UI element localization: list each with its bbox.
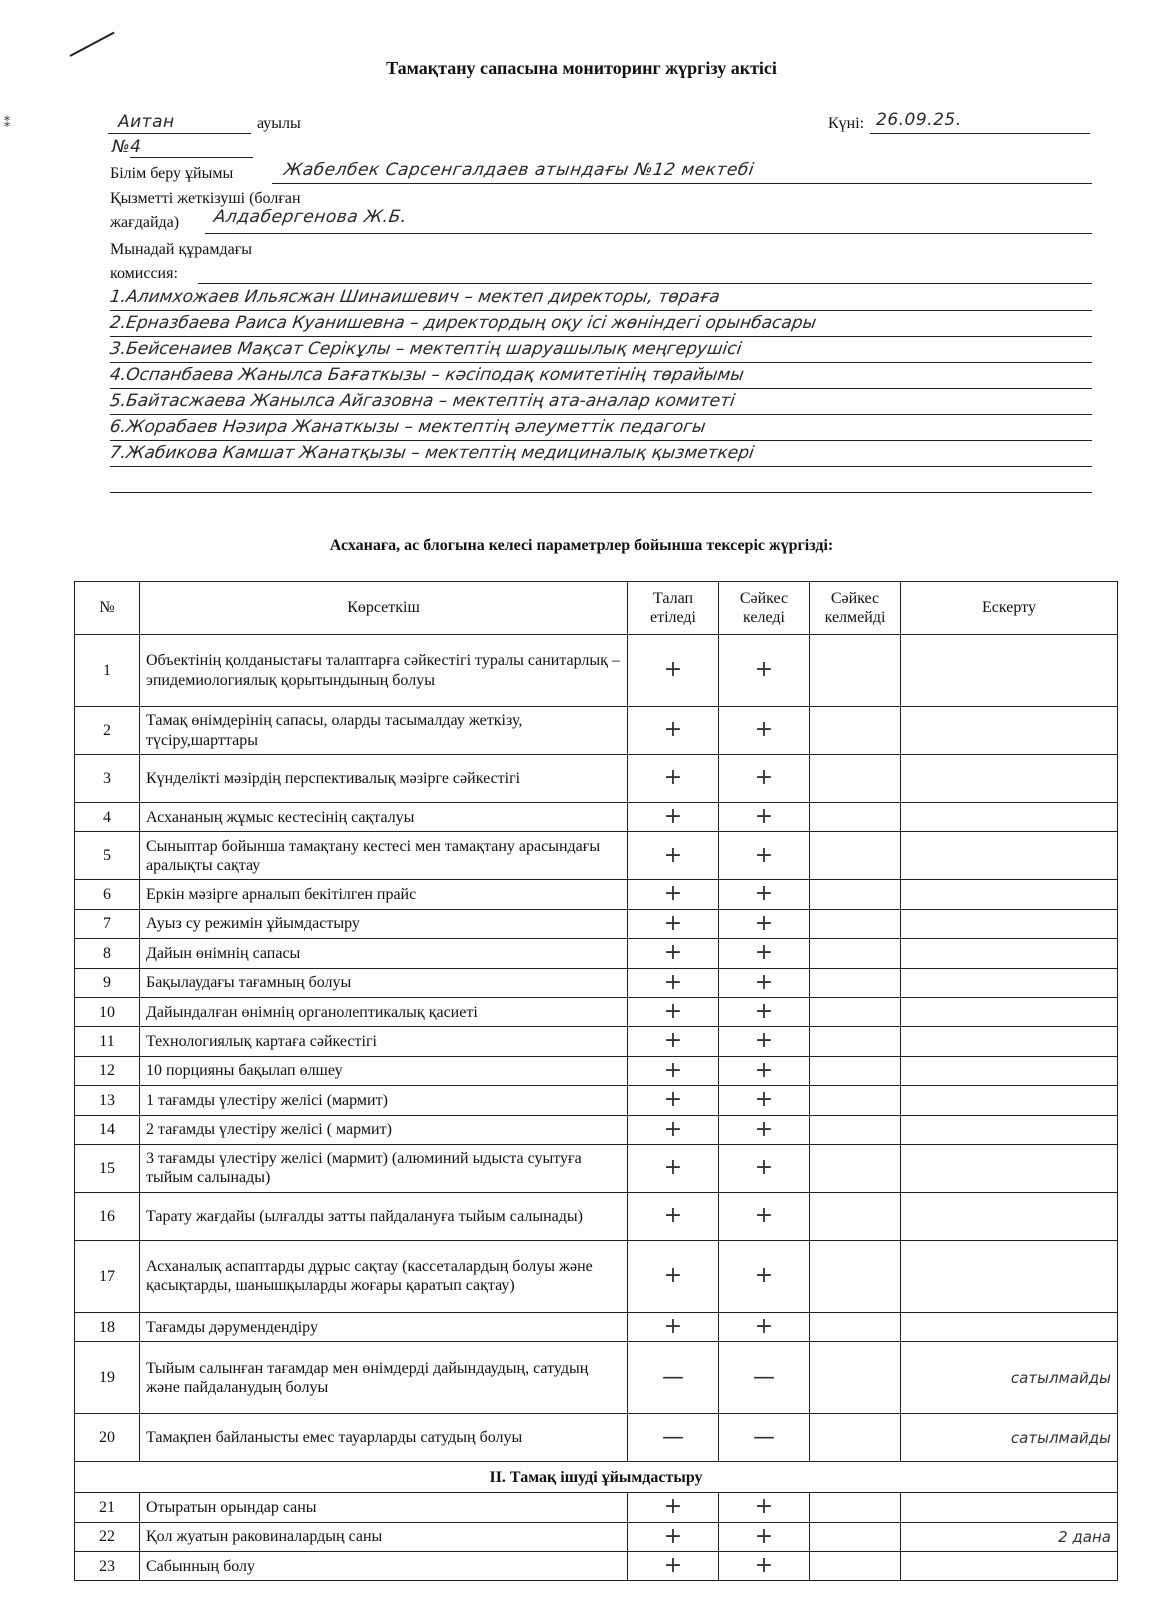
row-required-mark: + xyxy=(628,1144,719,1192)
row-indicator: Тамақ өнімдерінің сапасы, оларды тасымалдау жеткізу, түсіру,шарттары xyxy=(140,707,628,755)
row-note xyxy=(901,707,1118,755)
row-noncompliant-mark xyxy=(810,1342,901,1414)
row-number: 8 xyxy=(75,939,140,968)
row-indicator: Тағамды дәрумендендіру xyxy=(140,1312,628,1341)
row-indicator: Дайын өнімнің сапасы xyxy=(140,939,628,968)
row-note xyxy=(901,832,1118,880)
commission-member: 3.Бейсенаиев Мақсат Серікұлы – мектептің шаруашылық меңгерушісі xyxy=(108,339,743,359)
provider-value: Алдабергенова Ж.Б. xyxy=(212,207,409,227)
row-noncompliant-mark xyxy=(810,635,901,707)
org-underline xyxy=(272,183,1092,184)
table-header-row xyxy=(75,582,1118,635)
row-compliant-mark: + xyxy=(719,1552,810,1581)
date-underline xyxy=(870,133,1090,134)
row-noncompliant-mark xyxy=(810,1115,901,1144)
table-row xyxy=(75,1056,1118,1085)
table-row xyxy=(75,909,1118,938)
table-row xyxy=(75,880,1118,909)
aul-label: ауылы xyxy=(257,115,301,132)
table-body-part2 xyxy=(75,1493,1118,1581)
member-underline xyxy=(110,336,1092,337)
commission-member: 7.Жабикова Камшат Жанатқызы – мектептің медициналық қызметкері xyxy=(108,443,756,463)
row-number: 13 xyxy=(75,1086,140,1115)
row-required-mark: + xyxy=(628,1493,719,1522)
row-indicator: 10 порцияны бақылап өлшеу xyxy=(140,1056,628,1085)
row-compliant-mark: — xyxy=(719,1342,810,1414)
row-compliant-mark: + xyxy=(719,880,810,909)
row-indicator: Объектінің қолданыстағы талаптарға сәйкестігі туралы санитарлық – эпидемиологиялық қорытындының болуы xyxy=(140,635,628,707)
row-compliant-mark: + xyxy=(719,997,810,1026)
row-noncompliant-mark xyxy=(810,1312,901,1341)
row-required-mark: + xyxy=(628,755,719,803)
row-noncompliant-mark xyxy=(810,1056,901,1085)
table-section2 xyxy=(75,1462,1118,1493)
row-noncompliant-mark xyxy=(810,1192,901,1240)
row-required-mark: + xyxy=(628,1522,719,1551)
commission-label-line2: комиссия: xyxy=(110,265,178,282)
row-noncompliant-mark xyxy=(810,803,901,832)
row-indicator: Технологиялық картаға сәйкестігі xyxy=(140,1027,628,1056)
org-label: Білім беру ұйымы xyxy=(110,165,234,182)
member-underline xyxy=(110,388,1092,389)
pen-stroke-mark xyxy=(70,32,115,57)
row-note: сатылмайды xyxy=(901,1414,1118,1462)
row-required-mark: + xyxy=(628,997,719,1026)
row-number: 12 xyxy=(75,1056,140,1085)
row-noncompliant-mark xyxy=(810,755,901,803)
aul-underline xyxy=(108,133,251,134)
row-compliant-mark: + xyxy=(719,1493,810,1522)
row-indicator: 2 тағамды үлестіру желісі ( мармит) xyxy=(140,1115,628,1144)
col-header-indicator: Көрсеткіш xyxy=(140,582,628,635)
row-indicator: 3 тағамды үлестіру желісі (мармит) (алюминий ыдыста суытуға тыйым салынады) xyxy=(140,1144,628,1192)
row-indicator: Сыныптар бойынша тамақтану кестесі мен тамақтану арасындағы аралықты сақтау xyxy=(140,832,628,880)
table-row xyxy=(75,803,1118,832)
row-note xyxy=(901,1056,1118,1085)
row-required-mark: + xyxy=(628,880,719,909)
table-row xyxy=(75,939,1118,968)
row-required-mark: + xyxy=(628,832,719,880)
row-number: 7 xyxy=(75,909,140,938)
row-required-mark: + xyxy=(628,968,719,997)
row-compliant-mark: + xyxy=(719,968,810,997)
document-title: Тамақтану сапасына мониторинг жүргізу актісі xyxy=(386,58,777,78)
row-required-mark: — xyxy=(628,1414,719,1462)
member-underline xyxy=(110,492,1092,493)
row-compliant-mark: + xyxy=(719,755,810,803)
row-note xyxy=(901,755,1118,803)
row-compliant-mark: — xyxy=(719,1414,810,1462)
row-noncompliant-mark xyxy=(810,909,901,938)
table-row xyxy=(75,968,1118,997)
row-note xyxy=(901,939,1118,968)
row-number: 4 xyxy=(75,803,140,832)
row-note xyxy=(901,909,1118,938)
row-required-mark: + xyxy=(628,1192,719,1240)
row-compliant-mark: + xyxy=(719,909,810,938)
row-number: 17 xyxy=(75,1240,140,1312)
date-value: 26.09.25. xyxy=(876,110,962,130)
table-row xyxy=(75,1342,1118,1414)
row-note xyxy=(901,1192,1118,1240)
row-indicator: Қол жуатын раковиналардың саны xyxy=(140,1522,628,1551)
row-indicator: Дайындалған өнімнің органолептикалық қасиеті xyxy=(140,997,628,1026)
table-row xyxy=(75,1240,1118,1312)
commission-member: 1.Алимхожаев Ильясжан Шинаишевич – мектеп директоры, төраға xyxy=(108,287,722,307)
row-note xyxy=(901,1144,1118,1192)
row-indicator: Тыйым салынған тағамдар мен өнімдерді дайындаудың, сатудың және пайдаланудың болуы xyxy=(140,1342,628,1414)
row-required-mark: + xyxy=(628,909,719,938)
section-title: Асханаға, ас блогына келесі параметрлер бойынша тексеріс жүргізді: xyxy=(329,537,834,554)
date-label: Күні: xyxy=(828,115,865,132)
table-row xyxy=(75,1086,1118,1115)
row-required-mark: + xyxy=(628,1552,719,1581)
row-noncompliant-mark xyxy=(810,1086,901,1115)
member-underline xyxy=(110,440,1092,441)
row-note xyxy=(901,1115,1118,1144)
row-indicator: Асхананың жұмыс кестесінің сақталуы xyxy=(140,803,628,832)
col-header-num: № xyxy=(75,582,140,635)
section2-title: II. Тамақ ішуді ұйымдастыру xyxy=(75,1462,1118,1493)
row-note xyxy=(901,968,1118,997)
row-number: 18 xyxy=(75,1312,140,1341)
row-noncompliant-mark xyxy=(810,880,901,909)
row-noncompliant-mark xyxy=(810,1027,901,1056)
row-number: 21 xyxy=(75,1493,140,1522)
number-value: №4 xyxy=(112,137,142,157)
row-compliant-mark: + xyxy=(719,939,810,968)
row-compliant-mark: + xyxy=(719,803,810,832)
table-row xyxy=(75,1192,1118,1240)
row-number: 14 xyxy=(75,1115,140,1144)
row-note xyxy=(901,1552,1118,1581)
row-compliant-mark: + xyxy=(719,832,810,880)
provider-underline xyxy=(205,233,1092,234)
row-note xyxy=(901,880,1118,909)
row-note xyxy=(901,1027,1118,1056)
row-number: 11 xyxy=(75,1027,140,1056)
org-value: Жабелбек Сарсенгалдаев атындағы №12 мектебі xyxy=(282,160,756,180)
row-required-mark: + xyxy=(628,1312,719,1341)
row-number: 5 xyxy=(75,832,140,880)
row-noncompliant-mark xyxy=(810,997,901,1026)
row-number: 3 xyxy=(75,755,140,803)
row-number: 19 xyxy=(75,1342,140,1414)
row-required-mark: + xyxy=(628,707,719,755)
row-indicator: Асханалық аспаптарды дұрыс сақтау (кассеталардың болуы және қасықтарды, шанышқыларды жоғары қаратып сақтау) xyxy=(140,1240,628,1312)
section-row xyxy=(75,1462,1118,1493)
row-noncompliant-mark xyxy=(810,939,901,968)
member-underline xyxy=(110,310,1092,311)
commission-label-line1: Мынадай құрамдағы xyxy=(110,241,252,258)
row-compliant-mark: + xyxy=(719,1115,810,1144)
row-required-mark: — xyxy=(628,1342,719,1414)
row-compliant-mark: + xyxy=(719,1192,810,1240)
commission-member: 5.Байтасжаева Жанылса Айгазовна – мектептің ата-аналар комитеті xyxy=(108,391,737,411)
row-indicator: 1 тағамды үлестіру желісі (мармит) xyxy=(140,1086,628,1115)
row-indicator: Бақылаудағы тағамның болуы xyxy=(140,968,628,997)
row-noncompliant-mark xyxy=(810,1144,901,1192)
row-compliant-mark: + xyxy=(719,1086,810,1115)
row-required-mark: + xyxy=(628,803,719,832)
row-number: 22 xyxy=(75,1522,140,1551)
table-body-part1 xyxy=(75,635,1118,1462)
row-number: 15 xyxy=(75,1144,140,1192)
row-note xyxy=(901,1240,1118,1312)
number-underline xyxy=(130,157,253,158)
row-indicator: Тамақпен байланысты емес тауарларды сатудың болуы xyxy=(140,1414,628,1462)
row-noncompliant-mark xyxy=(810,1522,901,1551)
row-number: 20 xyxy=(75,1414,140,1462)
row-required-mark: + xyxy=(628,635,719,707)
table-row xyxy=(75,1552,1118,1581)
table-row xyxy=(75,832,1118,880)
row-note xyxy=(901,803,1118,832)
row-note: 2 дана xyxy=(901,1522,1118,1551)
table-row xyxy=(75,997,1118,1026)
col-header-noncompliant: Сәйкес келмейді xyxy=(810,582,901,635)
member-underline xyxy=(110,362,1092,363)
member-underline xyxy=(110,466,1092,467)
row-noncompliant-mark xyxy=(810,1493,901,1522)
table-row xyxy=(75,1493,1118,1522)
provider-label-line1: Қызметті жеткізуші (болған xyxy=(110,190,301,207)
row-noncompliant-mark xyxy=(810,707,901,755)
row-indicator: Ауыз су режимін ұйымдастыру xyxy=(140,909,628,938)
row-note xyxy=(901,1493,1118,1522)
row-note xyxy=(901,1312,1118,1341)
row-compliant-mark: + xyxy=(719,635,810,707)
table-row xyxy=(75,1144,1118,1192)
row-compliant-mark: + xyxy=(719,1312,810,1341)
commission-member: 4.Оспанбаева Жанылса Бағаткызы – кәсіподақ комитетінің төрайымы xyxy=(108,365,746,385)
row-number: 2 xyxy=(75,707,140,755)
row-number: 16 xyxy=(75,1192,140,1240)
table-row xyxy=(75,635,1118,707)
row-required-mark: + xyxy=(628,1056,719,1085)
inspection-table xyxy=(74,581,1118,1581)
aul-value: Аитан xyxy=(118,112,175,132)
provider-label-line2: жағдайда) xyxy=(110,214,180,231)
table-row xyxy=(75,1414,1118,1462)
margin-mark: ⁑ xyxy=(4,116,10,130)
row-note xyxy=(901,635,1118,707)
row-compliant-mark: + xyxy=(719,1144,810,1192)
row-required-mark: + xyxy=(628,1115,719,1144)
col-header-compliant: Сәйкес келеді xyxy=(719,582,810,635)
row-number: 10 xyxy=(75,997,140,1026)
row-noncompliant-mark xyxy=(810,968,901,997)
table-row xyxy=(75,1522,1118,1551)
table-row xyxy=(75,1027,1118,1056)
col-header-required: Талап етіледі xyxy=(628,582,719,635)
row-note: сатылмайды xyxy=(901,1342,1118,1414)
row-required-mark: + xyxy=(628,939,719,968)
row-note xyxy=(901,997,1118,1026)
row-noncompliant-mark xyxy=(810,832,901,880)
row-indicator: Отыратын орындар саны xyxy=(140,1493,628,1522)
row-number: 6 xyxy=(75,880,140,909)
row-number: 1 xyxy=(75,635,140,707)
row-noncompliant-mark xyxy=(810,1240,901,1312)
row-required-mark: + xyxy=(628,1027,719,1056)
col-header-note: Ескерту xyxy=(901,582,1118,635)
row-required-mark: + xyxy=(628,1240,719,1312)
row-note xyxy=(901,1086,1118,1115)
row-number: 9 xyxy=(75,968,140,997)
table-row xyxy=(75,1115,1118,1144)
row-noncompliant-mark xyxy=(810,1552,901,1581)
row-noncompliant-mark xyxy=(810,1414,901,1462)
row-number: 23 xyxy=(75,1552,140,1581)
commission-member: 6.Жорабаев Нәзира Жанаткызы – мектептің әлеуметтік педагогы xyxy=(108,417,707,437)
member-underline xyxy=(110,414,1092,415)
row-compliant-mark: + xyxy=(719,707,810,755)
row-compliant-mark: + xyxy=(719,1522,810,1551)
table-row xyxy=(75,1312,1118,1341)
row-compliant-mark: + xyxy=(719,1056,810,1085)
commission-underline xyxy=(198,283,1092,284)
row-indicator: Сабынның болу xyxy=(140,1552,628,1581)
row-required-mark: + xyxy=(628,1086,719,1115)
row-indicator: Күнделікті мәзірдің перспективалық мәзірге сәйкестігі xyxy=(140,755,628,803)
row-compliant-mark: + xyxy=(719,1027,810,1056)
row-compliant-mark: + xyxy=(719,1240,810,1312)
table-row xyxy=(75,707,1118,755)
commission-member: 2.Ерназбаева Раиса Куанишевна – директордың оқу ісі жөніндегі орынбасары xyxy=(108,313,818,333)
table-row xyxy=(75,755,1118,803)
row-indicator: Тарату жағдайы (ылғалды затты пайдалануға тыйым салынады) xyxy=(140,1192,628,1240)
row-indicator: Еркін мәзірге арналып бекітілген прайс xyxy=(140,880,628,909)
